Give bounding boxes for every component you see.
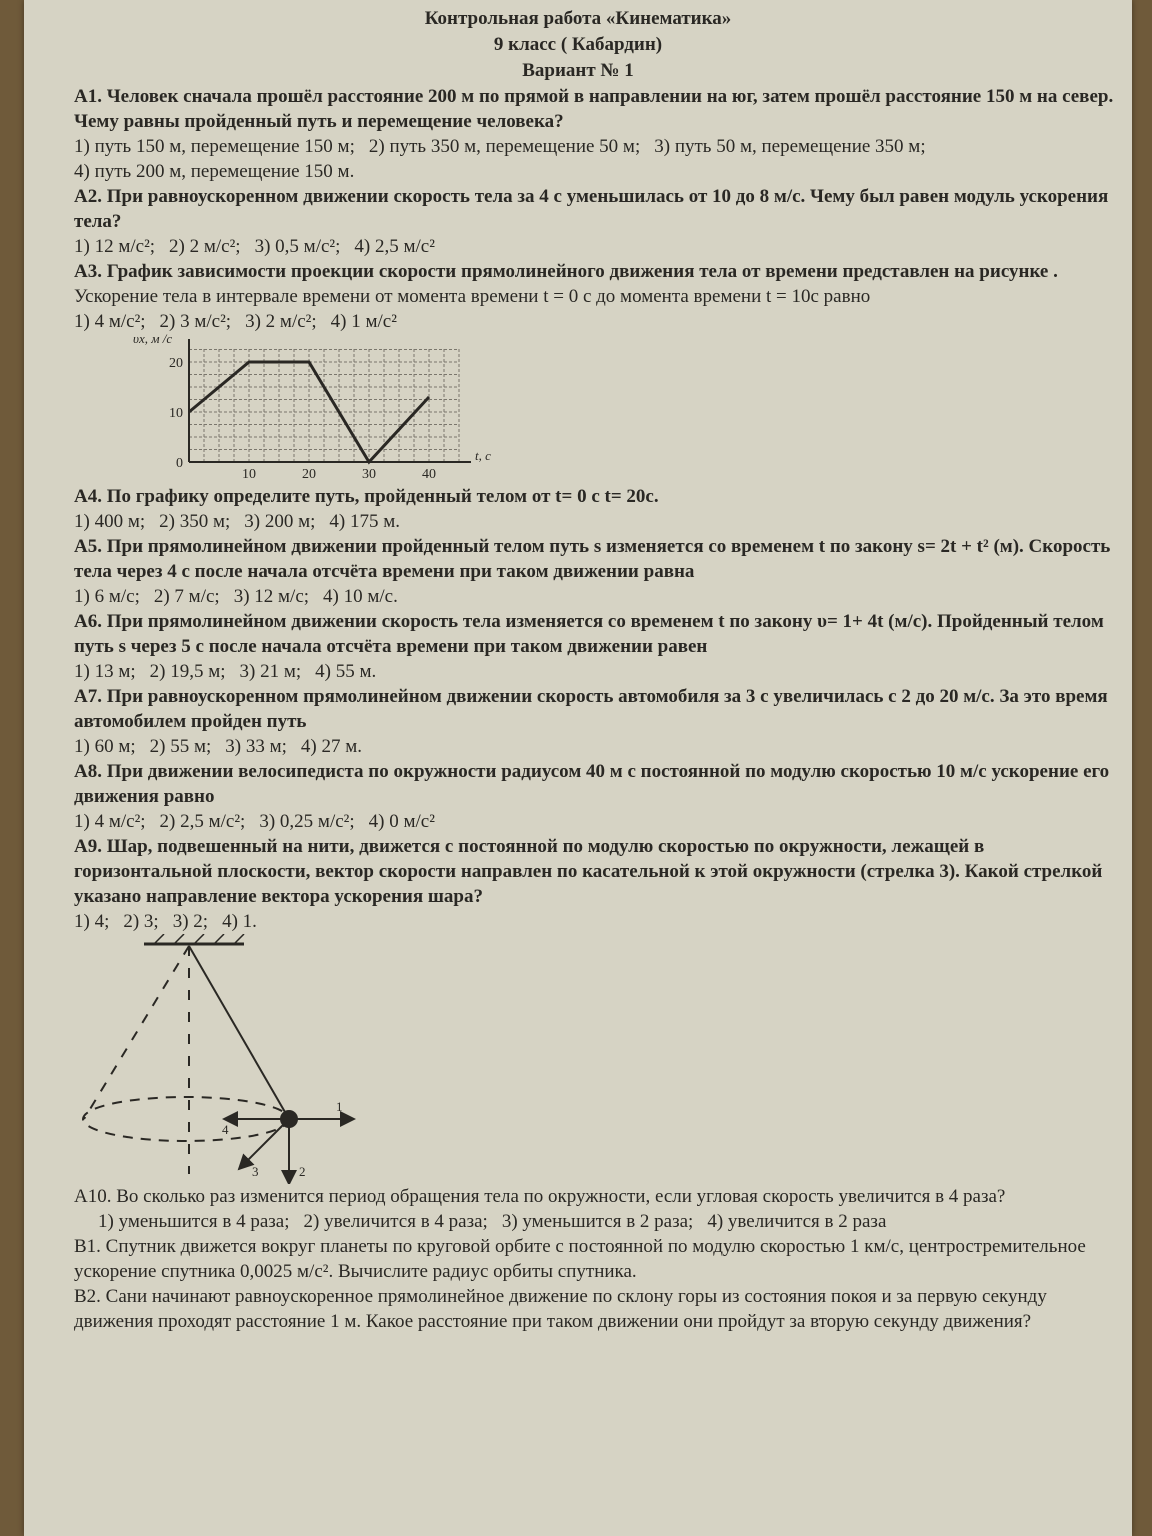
question-a7: А7. При равноускоренном прямолинейном движении скорость автомобиля за 3 с увеличилась с 2 до 20 м/с. За это время автомобилем пройден путь [74,686,1108,732]
answer-option: 2) 2,5 м/с²; [159,811,246,832]
answer-option: 1) уменьшится в 4 раза; [98,1211,290,1232]
answers-a5 [74,584,1114,609]
variant-label: Вариант № 1 [522,60,634,81]
worksheet-header [24,0,1132,84]
answer-option: 2) 2 м/с²; [169,236,241,257]
question-a2: А2. При равноускоренном движении скорость тела за 4 с уменьшилась от 10 до 8 м/с. Чему был равен модуль ускорения тела? [74,186,1109,232]
grade-label: 9 класс ( Кабардин) [493,34,663,55]
answers-a6 [74,659,1114,684]
answers-a3 [74,309,1114,334]
answer-option: 4) 1 м/с² [330,311,397,332]
question-a3: А3. График зависимости проекции скорости прямолинейного движения тела от времени представлен на рисунке . [74,261,1058,282]
arrow-label-3: 3 [252,1164,259,1179]
answer-option: 4) 0 м/с² [368,811,435,832]
answer-option: 4) 55 м. [315,661,377,682]
answers-a1 [74,134,1114,184]
chart-ticks [133,334,491,482]
answer-option: 4) путь 200 м, перемещение 150 м. [74,161,355,182]
question-a4: А4. По графику определите путь, пройденный телом от t= 0 с t= 20с. [74,486,659,507]
answer-option: 3) 12 м/с; [233,586,310,607]
answer-option: 1) 4 м/с²; [74,811,146,832]
answer-option: 1) 4; [74,911,110,932]
arrow-3 [239,1119,289,1169]
answer-option: 1) 12 м/с²; [74,236,156,257]
question-b2: В2. Сани начинают равноускоренное прямолинейное движение по склону горы из состояния покоя и за первую секунду движения проходят расстояние 1 м. Какое расстояние при таком движении они пройдут за вторую секунду движения? [74,1286,1047,1332]
answers-a7 [74,734,1114,759]
answer-option: 3) путь 50 м, перемещение 350 м; [654,136,926,157]
y-tick-label: 20 [169,356,183,371]
arrow-label-2: 2 [299,1164,306,1179]
answer-option: 1) 60 м; [74,736,136,757]
chart-grid [189,347,459,462]
answer-option: 3) 0,25 м/с²; [259,811,355,832]
answer-option: 4) увеличится в 2 раза [707,1211,887,1232]
answers-a9 [74,909,1114,934]
answer-option: 4) 175 м. [329,511,401,532]
y-tick-label: 0 [176,456,183,471]
questions [74,84,1114,1334]
question-a3-text: Ускорение тела в интервале времени от момента времени t = 0 с до момента времени t = 10с равно [74,286,871,307]
answer-option: 1) 6 м/с; [74,586,140,607]
answer-option: 3) 0,5 м/с²; [254,236,341,257]
x-tick-label: 40 [422,467,436,482]
question-a5: А5. При прямолинейном движении пройденный телом путь s изменяется со временем t по закону s= 2t + t² (м). Скорость тела через 4 с после начала отсчёта времени при таком движении равна [74,536,1111,582]
answer-option: 2) 3 м/с²; [159,311,232,332]
answers-a8 [74,809,1114,834]
answers-a2 [74,234,1114,259]
answers-a10 [74,1209,1114,1234]
answer-option: 1) 400 м; [74,511,146,532]
question-b1: В1. Спутник движется вокруг планеты по круговой орбите с постоянной по модулю скоростью 1 км/с, центростремительное ускорение спутника 0,0025 м/с². Вычислите радиус орбиты спутника. [74,1236,1086,1282]
answer-option: 3) 200 м; [244,511,316,532]
answers-a4 [74,509,1114,534]
answer-option: 3) 21 м; [239,661,302,682]
answer-option: 1) 4 м/с²; [74,311,146,332]
answer-option: 2) 55 м; [149,736,212,757]
question-a9: А9. Шар, подвешенный на нити, движется с постоянной по модулю скоростью по окружности, лежащей в горизонтальной плоскости, вектор скорости направлен по касательной к этой окружности (стрелка 3). Какой стрелкой указано направление вектора ускорения шара? [74,836,1103,907]
conical-pendulum-diagram [74,934,394,1184]
arrow-label-4: 4 [222,1122,229,1137]
answer-option: 2) 7 м/с; [153,586,220,607]
string-dashed [84,946,189,1119]
x-axis-label: t, c [475,448,491,463]
answer-option: 3) 33 м; [225,736,287,757]
y-axis-label: υx, м /с [133,334,173,346]
worksheet-page [24,0,1132,1536]
question-a6: А6. При прямолинейном движении скорость тела изменяется со временем t по закону υ= 1+ 4t (м/с). Пройденный телом путь s через 5 с после начала отсчёта времени при таком движении равен [74,611,1104,657]
answer-option: 1) путь 150 м, перемещение 150 м; [74,136,355,157]
answer-option: 2) увеличится в 4 раза; [303,1211,488,1232]
velocity-time-chart [94,334,514,484]
answer-option: 3) 2 м/с²; [245,311,317,332]
question-a10: А10. Во сколько раз изменится период обращения тела по окружности, если угловая скорость увеличится в 4 раза? [74,1186,1006,1207]
worksheet-title: Контрольная работа «Кинематика» [424,8,732,29]
answer-option: 4) 1. [222,911,257,932]
x-tick-label: 20 [302,467,316,482]
answer-option: 2) путь 350 м, перемещение 50 м; [368,136,641,157]
ceiling-mount [144,934,244,944]
x-tick-label: 30 [362,467,376,482]
answer-option: 2) 350 м; [159,511,231,532]
y-tick-label: 10 [169,406,183,421]
answer-option: 3) 2; [172,911,209,932]
question-a8: А8. При движении велосипедиста по окружности радиусом 40 м с постоянной по модулю скоростью 10 м/с ускорение его движения равно [74,761,1110,807]
string [189,946,289,1119]
answer-option: 2) 19,5 м; [149,661,226,682]
answer-option: 3) уменьшится в 2 раза; [501,1211,694,1232]
answer-option: 4) 27 м. [300,736,363,757]
x-tick-label: 10 [242,467,256,482]
answer-option: 2) 3; [123,911,159,932]
answer-option: 4) 10 м/с. [323,586,398,607]
arrow-label-1: 1 [336,1099,343,1114]
answer-option: 1) 13 м; [74,661,136,682]
question-a1: А1. Человек сначала прошёл расстояние 200 м по прямой в направлении на юг, затем прошёл расстояние 150 м на север. Чему равны пройденный путь и перемещение человека? [74,86,1114,132]
answer-option: 4) 2,5 м/с² [354,236,435,257]
